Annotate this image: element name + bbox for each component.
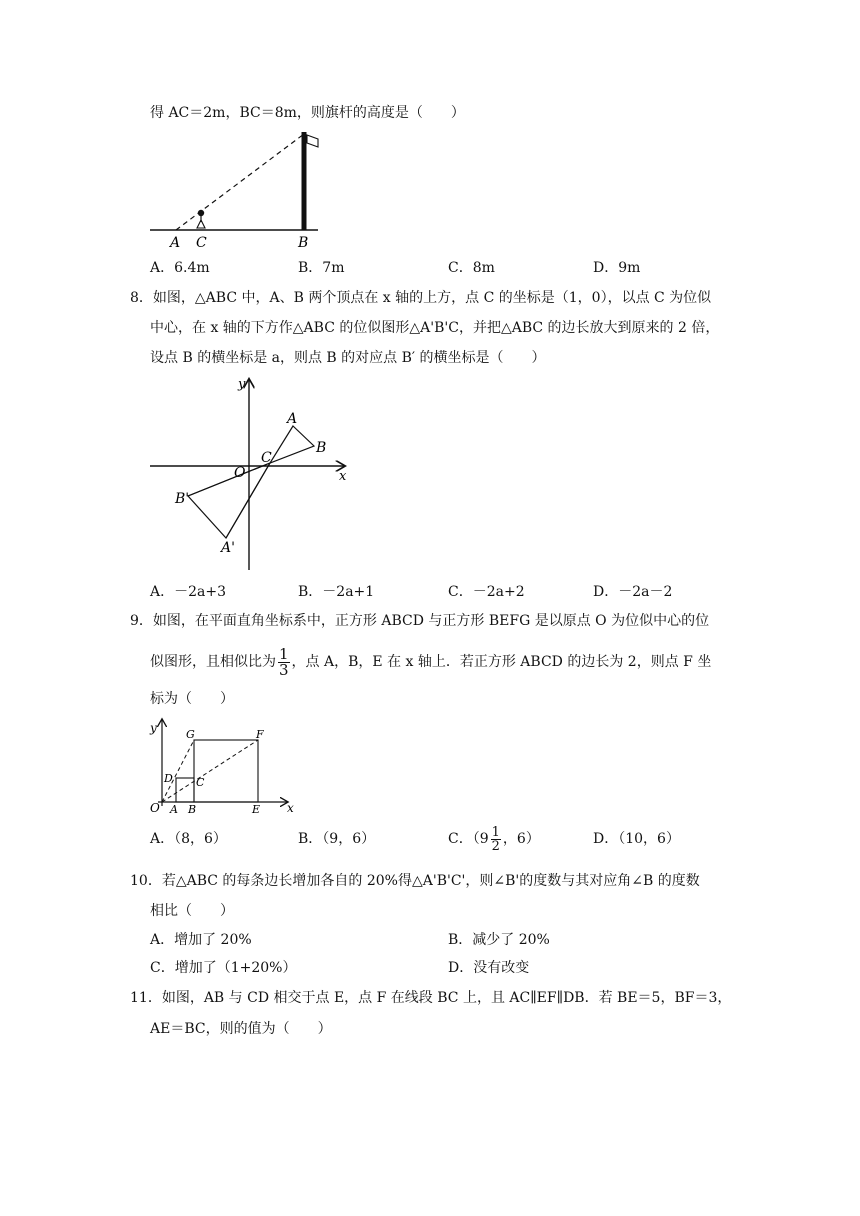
q10-line1: 10．若△ABC 的每条边长增加各自的 20%得△A'B'C'，则∠B'的度数与其对应角∠B 的度数 bbox=[130, 873, 700, 889]
q9-line2-end: ，点 A，B，E 在 x 轴上．若正方形 ABCD 的边长为 2，则点 F 坐 bbox=[291, 654, 712, 670]
q10-option-d[interactable]: D．没有改变 bbox=[448, 960, 530, 976]
q8-line3: 设点 B 的横坐标是 a，则点 B 的对应点 B′ 的横坐标是（ ） bbox=[150, 350, 546, 366]
q8-label-x: x bbox=[339, 469, 347, 484]
q9-option-a[interactable]: A．（8，6） bbox=[150, 831, 227, 847]
q7-label-B: B bbox=[298, 235, 309, 251]
q9-label-F: F bbox=[256, 728, 264, 741]
q9-label-E: E bbox=[252, 803, 261, 816]
q9-line3: 标为（ ） bbox=[150, 691, 234, 707]
q7-option-c[interactable]: C．8m bbox=[448, 260, 495, 276]
q9-label-y: y bbox=[150, 721, 157, 735]
q9-label-G: G bbox=[186, 728, 195, 741]
q7-option-b[interactable]: B．7m bbox=[298, 260, 345, 276]
q9-line1: 9．如图，在平面直角坐标系中，正方形 ABCD 与正方形 BEFG 是以原点 O 为位似中心的位 bbox=[130, 613, 710, 629]
q8-label-A-prime: A' bbox=[221, 540, 235, 556]
q8-option-d[interactable]: D．－2a－2 bbox=[593, 584, 673, 600]
q11-line2: AE＝BC，则的值为（ ） bbox=[150, 1021, 332, 1037]
q8-option-b[interactable]: B．－2a+1 bbox=[298, 584, 375, 600]
q9-label-O: O bbox=[150, 801, 160, 815]
q8-label-A: A bbox=[287, 411, 298, 427]
q8-label-B: B bbox=[316, 440, 327, 456]
q9-option-c-fraction bbox=[491, 826, 501, 853]
q7-option-a[interactable]: A．6.4m bbox=[150, 260, 210, 276]
q8-option-c[interactable]: C．－2a+2 bbox=[448, 584, 525, 600]
q10-option-c[interactable]: C．增加了（1+20%） bbox=[150, 960, 297, 976]
q10-option-a[interactable]: A．增加了 20% bbox=[150, 932, 252, 948]
q9-option-b[interactable]: B．（9，6） bbox=[298, 831, 376, 847]
q9-option-c-numerator: 1 bbox=[491, 824, 500, 840]
q8-option-a[interactable]: A．－2a+3 bbox=[150, 584, 227, 600]
q11-line1: 11．如图，AB 与 CD 相交于点 E，点 F 在线段 BC 上，且 AC∥EF∥DB．若 BE＝5，BF＝3， bbox=[130, 990, 732, 1006]
q9-ratio-denominator: 3 bbox=[279, 660, 289, 679]
q8-line2: 中心，在 x 轴的下方作△ABC 的位似图形△A'B'C，并把△ABC 的边长放大到原来的 2 倍， bbox=[150, 320, 720, 336]
q9-ratio-numerator: 1 bbox=[279, 644, 289, 663]
q9-label-C: C bbox=[196, 776, 205, 789]
q9-option-c-open: （9 bbox=[472, 831, 489, 847]
q9-label-x: x bbox=[287, 801, 294, 815]
q9-line2-start: 似图形，且相似比为 bbox=[150, 654, 276, 670]
q8-line1: 8．如图，△ABC 中，A、B 两个顶点在 x 轴的上方，点 C 的坐标是（1，0），以点 C 为位似 bbox=[130, 290, 712, 306]
q7-text: 得 AC＝2m，BC＝8m，则旗杆的高度是（ ） bbox=[150, 105, 465, 121]
q9-label-D: D bbox=[164, 772, 173, 785]
q7-option-d[interactable]: D．9m bbox=[593, 260, 641, 276]
q9-label-B: B bbox=[188, 803, 197, 816]
q9-option-c-denominator: 2 bbox=[491, 838, 500, 854]
q9-option-c[interactable] bbox=[448, 822, 540, 856]
q9-option-c-prefix: C． bbox=[448, 831, 473, 847]
q10-option-b[interactable]: B．减少了 20% bbox=[448, 932, 550, 948]
q8-label-y: y bbox=[238, 377, 246, 392]
q9-option-c-close: ，6） bbox=[502, 831, 540, 847]
q7-label-C: C bbox=[196, 235, 207, 251]
q8-label-B-prime: B' bbox=[175, 491, 190, 507]
q9-label-A: A bbox=[170, 803, 178, 816]
q10-line2: 相比（ ） bbox=[150, 903, 234, 919]
q7-label-A: A bbox=[170, 235, 181, 251]
q8-label-C: C bbox=[261, 450, 272, 466]
q9-option-d[interactable]: D．（10，6） bbox=[593, 831, 680, 847]
q8-label-O: O bbox=[234, 465, 246, 481]
